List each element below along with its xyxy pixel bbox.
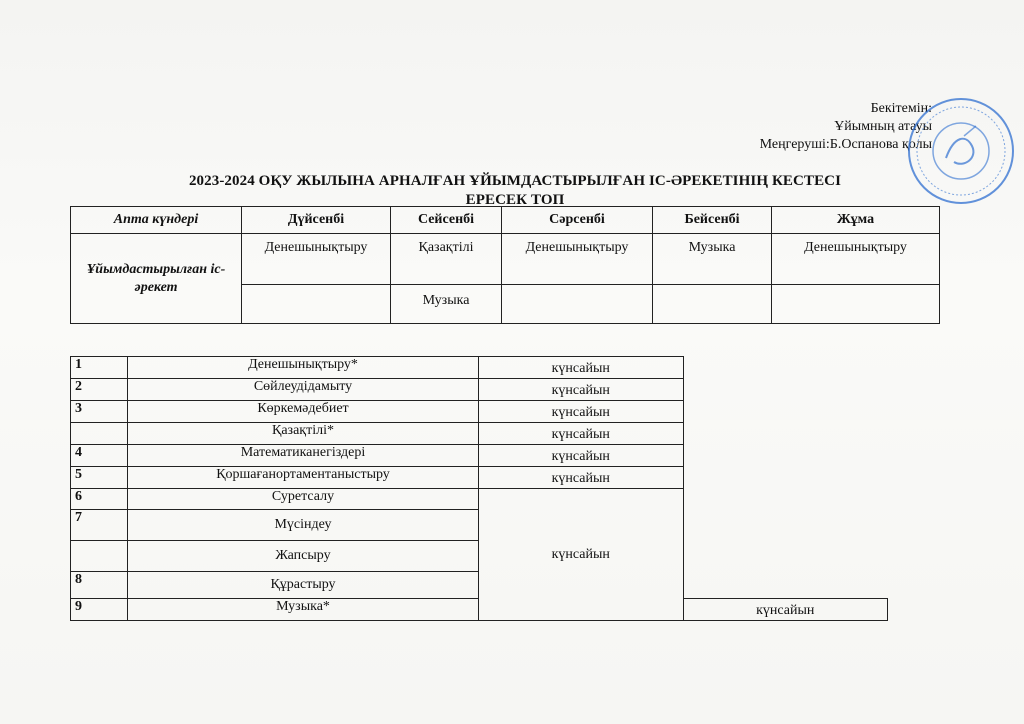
row-number: 7	[71, 510, 128, 541]
subject-frequency: күнсайын	[479, 379, 684, 401]
round-stamp-icon	[906, 96, 1016, 206]
row-number: 8	[71, 572, 128, 599]
subject-frequency: күнсайын	[479, 445, 684, 467]
schedule-cell	[772, 285, 940, 324]
header-friday: Жұма	[772, 207, 940, 234]
subject-frequency: күнсайын	[479, 467, 684, 489]
subjects-table	[70, 356, 888, 621]
row-number: 1	[71, 357, 128, 379]
approval-line-3: Меңгеруші:Б.Оспанова қолы	[759, 137, 932, 152]
schedule-row-1	[71, 234, 940, 285]
header-thursday: Бейсенбі	[653, 207, 772, 234]
schedule-cell	[502, 285, 653, 324]
subject-name: Жапсыру	[128, 541, 479, 572]
schedule-cell: Қазақтілі	[391, 234, 502, 285]
row-number: 5	[71, 467, 128, 489]
table-row	[71, 467, 888, 489]
subject-name: Қоршағанортаментаныстыру	[128, 467, 479, 489]
subject-name: Музыка*	[128, 599, 479, 621]
subject-frequency: күнсайын	[479, 357, 684, 379]
schedule-cell	[653, 285, 772, 324]
table-row	[71, 379, 888, 401]
header-week-days: Апта күндері	[71, 207, 242, 234]
schedule-cell: Музыка	[391, 285, 502, 324]
schedule-cell: Музыка	[653, 234, 772, 285]
subject-name: Мүсіндеу	[128, 510, 479, 541]
row-label-activity: Ұйымдастырылған іс-әрекет	[71, 234, 242, 324]
row-number	[71, 541, 128, 572]
row-number: 2	[71, 379, 128, 401]
weekly-schedule-table	[70, 206, 940, 324]
schedule-header-row	[71, 207, 940, 234]
table-row	[71, 357, 888, 379]
header-monday: Дүйсенбі	[242, 207, 391, 234]
merged-frequency: күнсайын	[479, 489, 684, 621]
subject-name: Көркемәдебиет	[128, 401, 479, 423]
header-tuesday: Сейсенбі	[391, 207, 502, 234]
title-line-2: ЕРЕСЕК ТОП	[465, 192, 565, 208]
header-wednesday: Сәрсенбі	[502, 207, 653, 234]
subject-name: Құрастыру	[128, 572, 479, 599]
subject-name: Математиканегіздері	[128, 445, 479, 467]
table-row	[71, 401, 888, 423]
subject-name: Қазақтілі*	[128, 423, 479, 445]
subject-frequency: күнсайын	[479, 423, 684, 445]
row-number: 6	[71, 489, 128, 510]
table-row	[71, 445, 888, 467]
table-row	[71, 423, 888, 445]
row-number: 3	[71, 401, 128, 423]
subject-frequency: күнсайын	[683, 599, 888, 621]
schedule-cell: Денешынықтыру	[772, 234, 940, 285]
document-title	[120, 172, 910, 210]
subject-frequency: күнсайын	[479, 401, 684, 423]
subject-name: Сөйлеудідамыту	[128, 379, 479, 401]
row-number	[71, 423, 128, 445]
row-number: 4	[71, 445, 128, 467]
subject-name: Суретсалу	[128, 489, 479, 510]
approval-line-1: Бекітемін:	[870, 101, 932, 116]
schedule-cell	[242, 285, 391, 324]
approval-line-2: Ұйымның атауы	[834, 119, 932, 134]
table-row	[71, 489, 888, 510]
row-number: 9	[71, 599, 128, 621]
schedule-cell: Денешынықтыру	[502, 234, 653, 285]
subject-name: Денешынықтыру*	[128, 357, 479, 379]
title-line-1: 2023-2024 ОҚУ ЖЫЛЫНА АРНАЛҒАН ҰЙЫМДАСТЫРЫЛҒАН ІС-ӘРЕКЕТІНІҢ КЕСТЕСІ	[188, 173, 842, 189]
schedule-cell: Денешынықтыру	[242, 234, 391, 285]
